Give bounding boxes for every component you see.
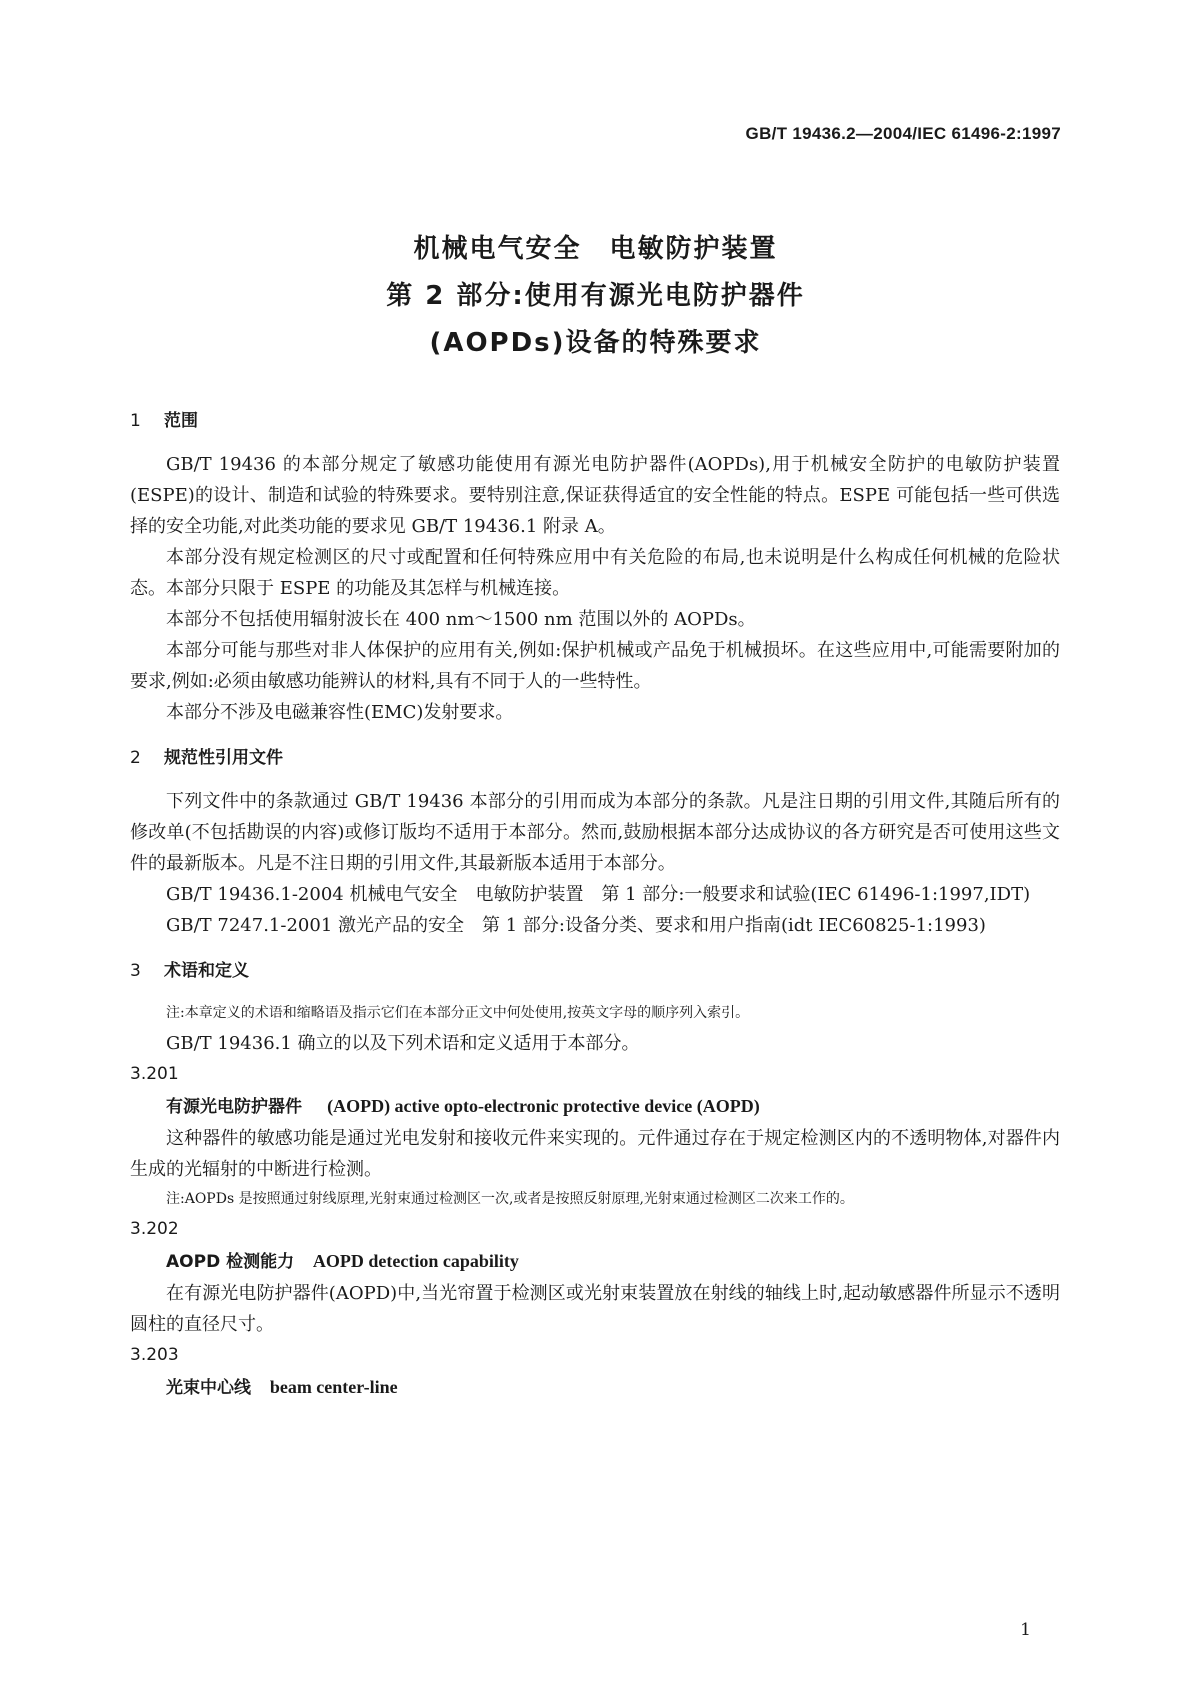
paragraph: 本部分可能与那些对非人体保护的应用有关,例如:保护机械或产品免于机械损坏。在这些应用中,可能需要附加的要求,例如:必须由敏感功能辨认的材料,具有不同于人的一些特性。 — [130, 640, 1060, 692]
section-number: 1 — [130, 411, 141, 431]
term-definition: 在有源光电防护器件(AOPD)中,当光帘置于检测区或光射束装置放在射线的轴线上时,起动敏感器件所显示不透明圆柱的直径尺寸。 — [130, 1283, 1060, 1335]
section-heading-scope — [130, 405, 1060, 437]
document-body — [130, 405, 1060, 1404]
section-number: 3 — [130, 961, 141, 981]
term-name-en: AOPD detection capability — [312, 1251, 519, 1271]
title-line-3: (AOPDs)设备的特殊要求 — [429, 328, 762, 358]
paragraph: GB/T 19436 的本部分规定了敏感功能使用有源光电防护器件(AOPDs),用于机械安全防护的电敏防护装置(ESPE)的设计、制造和试验的特殊要求。要特别注意,保证获得适宜的安全性能的特点。ESPE 可能包括一些可供选择的安全功能,对此类功能的要求见 GB/T 19436.1 附录 A。 — [130, 454, 1060, 537]
term-number: 3.201 — [130, 1064, 179, 1084]
section-number: 2 — [130, 748, 141, 768]
term-name-zh: AOPD 检测能力 — [166, 1252, 295, 1272]
note: 注:AOPDs 是按照通过射线原理,光射束通过检测区一次,或者是按照反射原理,光射束通过检测区二次来工作的。 — [166, 1191, 854, 1207]
term-name — [130, 1371, 1060, 1404]
section-title: 规范性引用文件 — [164, 748, 283, 768]
paragraph: 下列文件中的条款通过 GB/T 19436 本部分的引用而成为本部分的条款。凡是注日期的引用文件,其随后所有的修改单(不包括勘误的内容)或修订版均不适用于本部分。然而,鼓励根据本部分达成协议的各方研究是否可使用这些文件的最新版本。凡是不注日期的引用文件,其最新版本适用于本部分。 — [130, 791, 1060, 874]
paragraph: 本部分没有规定检测区的尺寸或配置和任何特殊应用中有关危险的布局,也未说明是什么构成任何机械的危险状态。本部分只限于 ESPE 的功能及其怎样与机械连接。 — [130, 547, 1060, 599]
page-number: 1 — [1020, 1620, 1031, 1640]
term-definition: 这种器件的敏感功能是通过光电发射和接收元件来实现的。元件通过存在于规定检测区内的不透明物体,对器件内生成的光辐射的中断进行检测。 — [130, 1128, 1060, 1180]
section-title: 范围 — [164, 411, 198, 431]
paragraph: 本部分不包括使用辐射波长在 400 nm～1500 nm 范围以外的 AOPDs。 — [166, 609, 756, 630]
term-name-en: beam center-line — [269, 1377, 398, 1397]
paragraph: 本部分不涉及电磁兼容性(EMC)发射要求。 — [166, 702, 514, 723]
term-name — [130, 1090, 1060, 1123]
section-heading-terms-definitions — [130, 955, 1060, 987]
document-title — [0, 226, 1191, 367]
paragraph: GB/T 19436.1 确立的以及下列术语和定义适用于本部分。 — [166, 1033, 640, 1054]
term-name-zh: 光束中心线 — [166, 1378, 251, 1398]
title-line-2: 第 2 部分:使用有源光电防护器件 — [386, 281, 805, 311]
term-name — [130, 1245, 1060, 1278]
title-line-1: 机械电气安全 电敏防护装置 — [413, 234, 778, 264]
term-number: 3.203 — [130, 1345, 179, 1365]
section-heading-normative-references — [130, 742, 1060, 774]
term-number: 3.202 — [130, 1219, 179, 1239]
section-title: 术语和定义 — [164, 961, 249, 981]
note: 注:本章定义的术语和缩略语及指示它们在本部分正文中何处使用,按英文字母的顺序列入索引。 — [166, 1005, 750, 1021]
term-name-zh: 有源光电防护器件 — [166, 1097, 302, 1117]
term-name-en: (AOPD) active opto-electronic protective device (AOPD) — [327, 1096, 760, 1116]
standard-code: GB/T 19436.2—2004/IEC 61496-2:1997 — [745, 124, 1061, 143]
reference-item: GB/T 7247.1-2001 激光产品的安全 第 1 部分:设备分类、要求和用户指南(idt IEC60825-1:1993) — [166, 915, 986, 936]
reference-item: GB/T 19436.1-2004 机械电气安全 电敏防护装置 第 1 部分:一般要求和试验(IEC 61496-1:1997,IDT) — [166, 884, 1031, 905]
